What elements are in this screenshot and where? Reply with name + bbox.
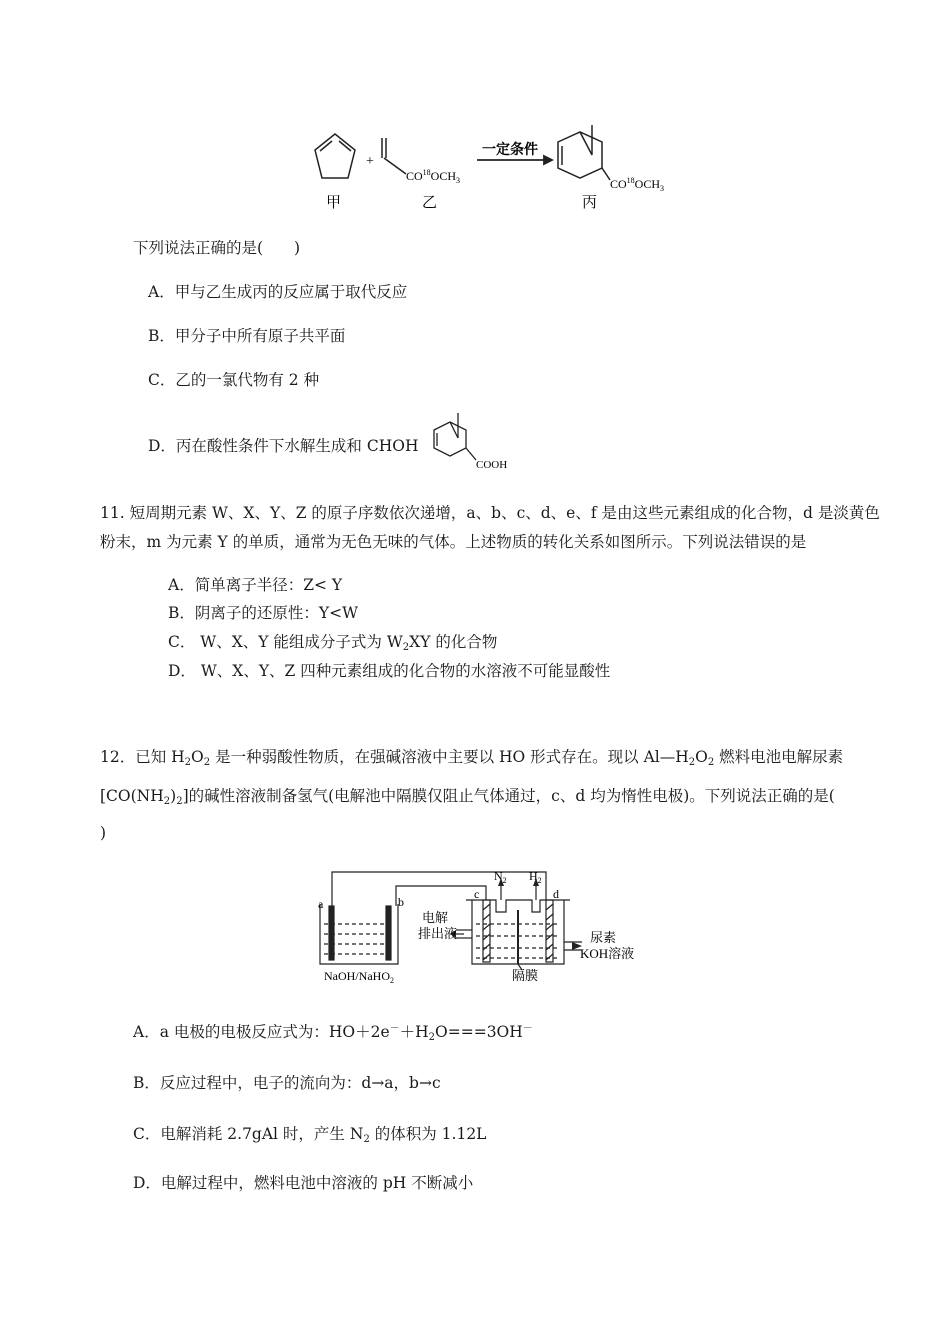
q11-option-d: D． W、X、Y、Z 四种元素组成的化合物的水溶液不可能显酸性 [168, 662, 611, 680]
plus-sign: + [366, 154, 374, 169]
svg-text:a: a [318, 897, 324, 911]
q12-stem-line2: $[CO(NH_2)_2]$的碱性溶液制备氢气(电解池中隔膜仅阻止气体通过，c、d 均为惰性电极)。下列说法正确的是( [100, 787, 835, 807]
methyl-acrylate-structure [382, 138, 406, 174]
q12-option-c: C．电解消耗 2.7gAl 时，产生 $N_2$ 的体积为 1.12L [133, 1125, 487, 1145]
condition-label: 一定条件 [482, 143, 538, 158]
q10-option-a: A．甲与乙生成丙的反应属于取代反应 [148, 283, 408, 301]
svg-text:b: b [398, 895, 404, 909]
label-yi: 乙 [422, 195, 438, 211]
q11-option-c: C． W、X、Y 能组成分子式为 $W_2XY$ 的化合物 [168, 633, 498, 653]
reaction-scheme [290, 120, 710, 220]
ester-group: $CO^{18}OCH_3$ [406, 168, 461, 185]
q10-option-d-structure [430, 410, 530, 474]
q12-stem-line1: 12．已知 $H_2O_2$ 是一种弱酸性物质，在强碱溶液中主要以 HO 形式存在。现以 $Al—H_2O_2$ 燃料电池电解尿素 [100, 748, 844, 768]
q10-option-d: D．丙在酸性条件下水解生成和 CHOH [148, 437, 419, 455]
q10-option-b: B．甲分子中所有原子共平面 [148, 327, 346, 345]
q12-stem-line3: ) [100, 824, 107, 842]
q10-option-c: C．乙的一氯代物有 2 种 [148, 371, 320, 389]
norbornene-structure [558, 125, 610, 180]
svg-text:电解: 电解 [422, 910, 449, 925]
label-jia: 甲 [326, 195, 342, 211]
svg-text:c: c [474, 887, 480, 901]
q10-stem: 下列说法正确的是( ) [133, 239, 301, 257]
svg-text:N2: $N_2$ [494, 869, 507, 885]
q12-option-d: D．电解过程中，燃料电池中溶液的 pH 不断减小 [133, 1174, 474, 1192]
q11-option-a: A．简单离子半径：Z< Y [168, 576, 343, 594]
svg-text:H2: $H_2$ [529, 869, 542, 885]
q12-option-a: A．a 电极的电极反应式为：$HO+2e^-+H_2O===3OH^-$ [133, 1023, 533, 1043]
svg-text:排出液: 排出液 [418, 926, 458, 941]
svg-text:尿素: 尿素 [590, 930, 617, 945]
svg-text:d: d [553, 887, 559, 901]
svg-text:NaOH/NaHO2: NaOH/NaHO$_2$ [324, 969, 394, 985]
q11-stem-line1: 11. 短周期元素 W、X、Y、Z 的原子序数依次递增，a、b、c、d、e、f 是由这些元素组成的化合物，d 是淡黄色 [100, 504, 880, 522]
svg-text:COOH: COOH [476, 459, 508, 471]
product-ester-group: $CO^{18}OCH_3$ [610, 176, 665, 193]
q12-option-b: B．反应过程中，电子的流向为：d→a，b→c [133, 1074, 441, 1092]
svg-text:KOH溶液: KOH溶液 [580, 946, 635, 961]
svg-text:隔膜: 隔膜 [512, 968, 539, 983]
q11-stem-line2: 粉末，m 为元素 Y 的单质，通常为无色无味的气体。上述物质的转化关系如图所示。下列说法错误的是 [100, 533, 807, 551]
cyclopentadiene-structure [315, 134, 355, 178]
label-bing: 丙 [582, 195, 598, 211]
electrolysis-diagram [310, 866, 650, 986]
q11-option-b: B．阴离子的还原性：Y<W [168, 604, 359, 622]
